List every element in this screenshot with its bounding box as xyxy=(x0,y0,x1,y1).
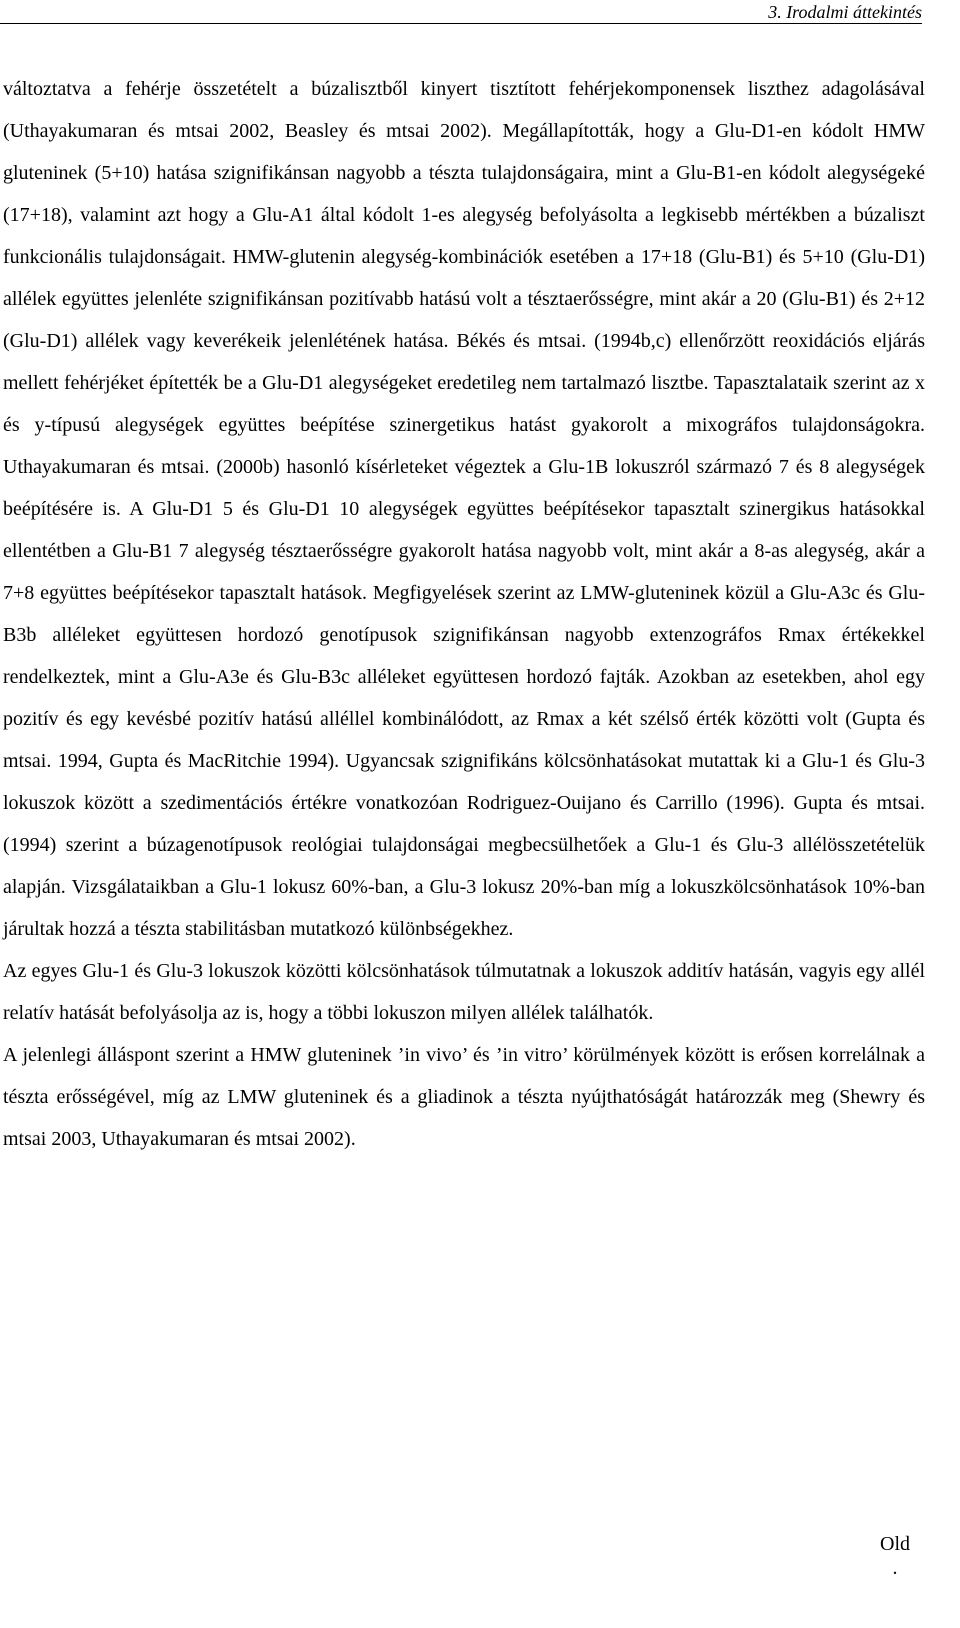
paragraph-3: A jelenlegi álláspont szerint a HMW gluteninek ’in vivo’ és ’in vitro’ körülmények között is erősen korrelálnak a tészta erősségével, míg az LMW gluteninek és a gliadinok a tészta nyújthatóságát határozzák meg (Shewry és mtsai 2003, Uthayakumaran és mtsai 2002). xyxy=(3,1044,925,1150)
header-divider xyxy=(0,23,922,24)
page-footer xyxy=(880,1532,910,1580)
paragraph-1: változtatva a fehérje összetételt a búzalisztből kinyert tisztított fehérjekomponensek liszthez adagolásával (Uthayakumaran és mtsai 2002, Beasley és mtsai 2002). Megállapították, hogy a Glu-D1-en kódolt HMW gluteninek (5+10) hatása szignifikánsan nagyobb a tészta tulajdonságaira, mint a Glu-B1-en kódolt alegységeké (17+18), valamint azt hogy a Glu-A1 által kódolt 1-es alegység befolyásolta a legkisebb mértékben a búzaliszt funkcionális tulajdonságait. HMW-glutenin alegység-kombinációk esetében a 17+18 (Glu-B1) és 5+10 (Glu-D1) allélek együttes jelenléte szignifikánsan pozitívabb hatású volt a tésztaerősségre, mint akár a 20 (Glu-B1) és 2+12 (Glu-D1) allélek vagy keverékeik jelenlétének hatása. Békés és mtsai. (1994b,c) ellenőrzött reoxidációs eljárás mellett fehérjéket építették be a Glu-D1 alegységeket eredetileg nem tartalmazó lisztbe. Tapasztalataik szerint az x és y-típusú alegységek együttes beépítése szinergetikus hatást gyakorolt a mixográfos tulajdonságokra. Uthayakumaran és mtsai. (2000b) hasonló kísérleteket végeztek a Glu-1B lokuszról származó 7 és 8 alegységek beépítésére is. A Glu-D1 5 és Glu-D1 10 alegységek együttes beépítésekor tapasztalt szinergikus hatásokkal ellentétben a Glu-B1 7 alegység tésztaerősségre gyakorolt hatása nagyobb volt, mint akár a 8-as alegység, akár a 7+8 együttes beépítésekor tapasztalt hatások. Megfigyelések szerint az LMW-gluteninek közül a Glu-A3c és Glu-B3b alléleket együttesen hordozó genotípusok szignifikánsan nagyobb extenzográfos Rmax értékekkel rendelkeztek, mint a Glu-A3e és Glu-B3c alléleket együttesen hordozó fajták. Azokban az esetekben, ahol egy pozitív és egy kevésbé pozitív hatású alléllel kombinálódott, az Rmax a két szélső érték közötti volt (Gupta és mtsai. 1994, Gupta és MacRitchie 1994). Ugyancsak szignifikáns kölcsönhatásokat mutattak ki a Glu-1 és Glu-3 lokuszok között a szedimentációs értékre vonatkozóan Rodriguez-Ouijano és Carrillo (1996). Gupta és mtsai. (1994) szerint a búzagenotípusok reológiai tulajdonságai megbecsülhetőek a Glu-1 és Glu-3 allélösszetételük alapján. Vizsgálataikban a Glu-1 lokusz 60%-ban, a Glu-3 lokusz 20%-ban míg a lokuszkölcsönhatások 10%-ban járultak hozzá a tészta stabilitásban mutatkozó különbségekhez. xyxy=(3,78,925,940)
running-header-title: 3. Irodalmi áttekintés xyxy=(768,2,922,22)
page-label-dot: . xyxy=(892,1557,898,1579)
paragraph-2: Az egyes Glu-1 és Glu-3 lokuszok közötti kölcsönhatások túlmutatnak a lokuszok additív hatásán, vagyis egy allél relatív hatását befolyásolja az is, hogy a többi lokuszon milyen allélek találhatók. xyxy=(3,960,925,1024)
document-body xyxy=(3,68,925,1160)
page-label: Old xyxy=(880,1533,910,1555)
